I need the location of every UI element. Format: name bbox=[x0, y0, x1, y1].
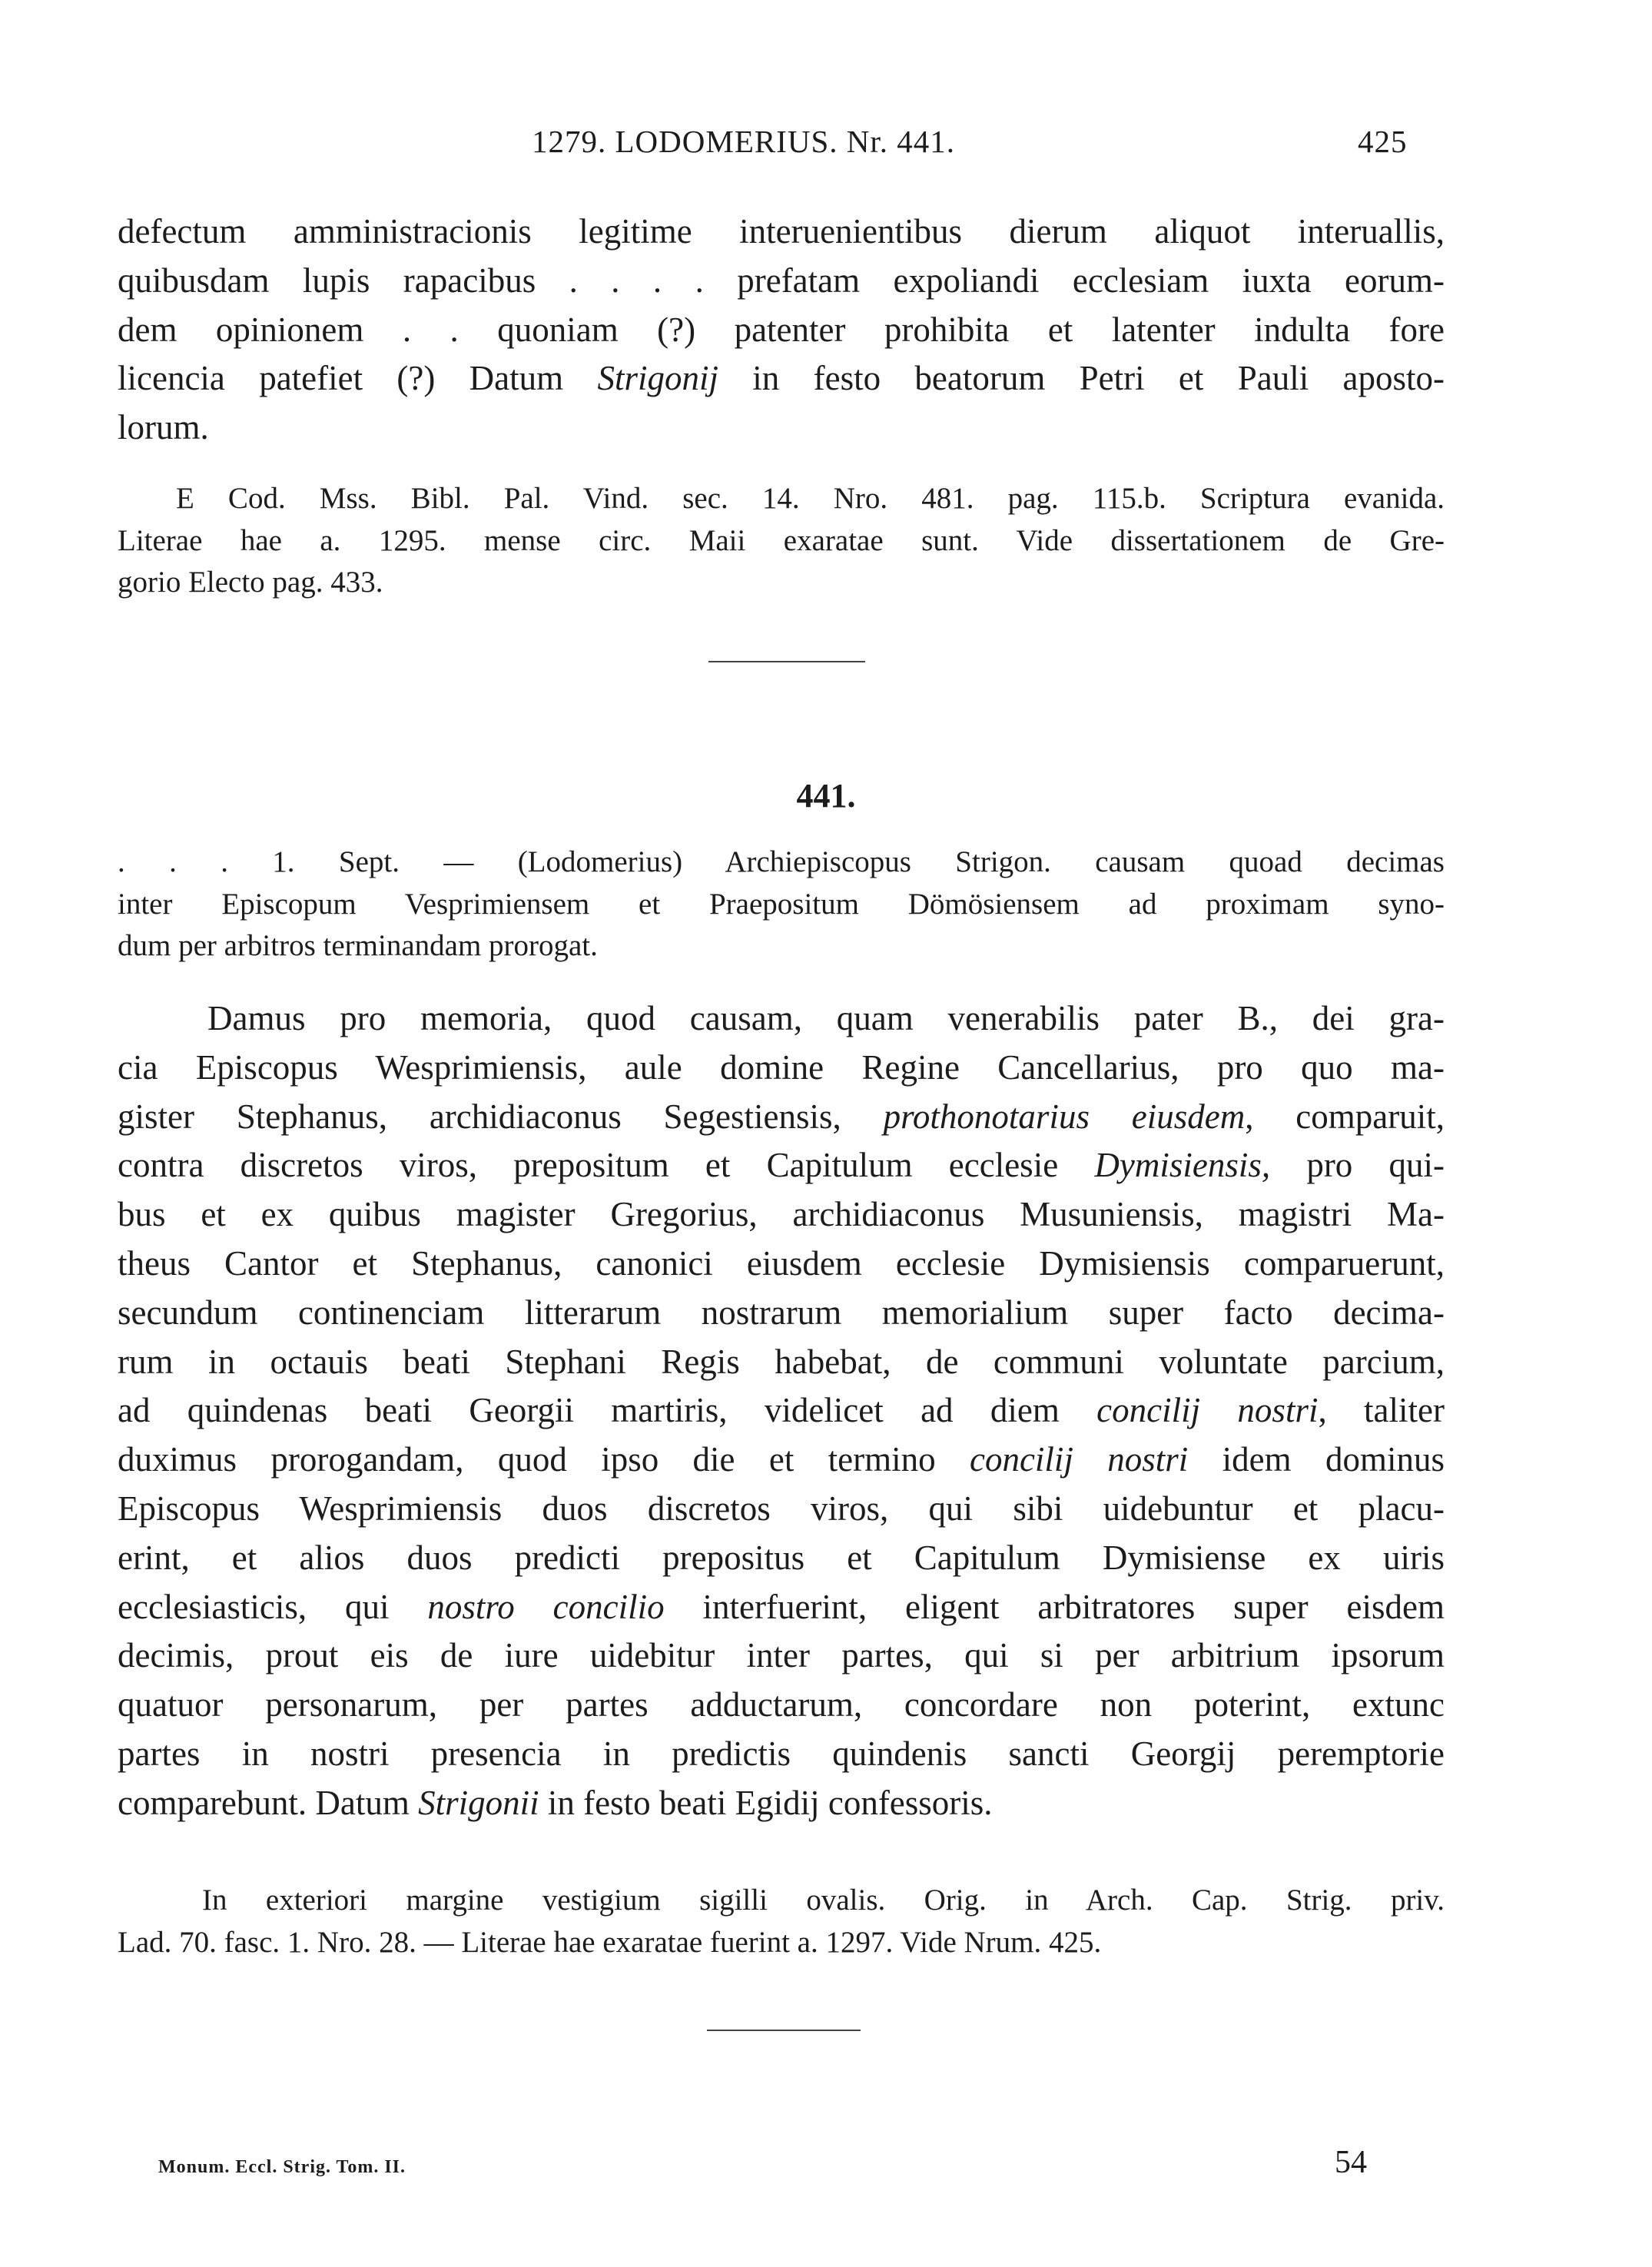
body-line: contra discretos viros, prepositum et Capitulum ecclesie Dymisiensis, pro qui- bbox=[118, 1146, 1445, 1185]
sheet-number: 54 bbox=[1335, 2145, 1367, 2180]
body-line: comparebunt. Datum Strigonii in festo beati Egidij confessoris. bbox=[118, 1783, 993, 1822]
body-line: bus et ex quibus magister Gregorius, archidiaconus Musuniensis, magistri Ma- bbox=[118, 1195, 1445, 1234]
page-number: 425 bbox=[1358, 124, 1408, 159]
body-line: Episcopus Wesprimiensis duos discretos viros, qui sibi uidebuntur et placu- bbox=[118, 1489, 1445, 1528]
note-line: gorio Electo pag. 433. bbox=[118, 566, 383, 599]
summary-line: . . . 1. Sept. — (Lodomerius) Archiepiscopus Strigon. causam quoad decimas bbox=[118, 845, 1445, 878]
body-line: quatuor personarum, per partes adductarum, concordare non poterint, extunc bbox=[118, 1685, 1445, 1724]
note-line: Literae hae a. 1295. mense circ. Maii exaratae sunt. Vide dissertationem de Gre- bbox=[118, 523, 1445, 557]
note-line: Lad. 70. fasc. 1. Nro. 28. — Literae hae exaratae fuerint a. 1297. Vide Nrum. 425. bbox=[118, 1925, 1102, 1959]
document-number: 441. bbox=[796, 777, 856, 815]
body-line: ad quindenas beati Georgii martiris, videlicet ad diem concilij nostri, taliter bbox=[118, 1391, 1445, 1430]
document-body bbox=[118, 994, 1445, 1828]
footer-signature: Monum. Eccl. Strig. Tom. II. bbox=[158, 2157, 406, 2177]
continuation-text bbox=[118, 207, 1445, 453]
source-note bbox=[118, 478, 1445, 604]
summary-line: dum per arbitros terminandam prorogat. bbox=[118, 929, 598, 962]
note-line: E Cod. Mss. Bibl. Pal. Vind. sec. 14. Nro. 481. pag. 115.b. Scriptura evanida. bbox=[176, 482, 1445, 515]
body-line: secundum continenciam litterarum nostrarum memorialium super facto decima- bbox=[118, 1293, 1445, 1332]
body-line: partes in nostri presencia in predictis quindenis sancti Georgij peremptorie bbox=[118, 1734, 1445, 1773]
text-line: dem opinionem . . quoniam (?) patenter prohibita et latenter indulta fore bbox=[118, 310, 1445, 349]
archival-note bbox=[118, 1880, 1445, 1963]
body-line: ecclesiasticis, qui nostro concilio interfuerint, eligent arbitratores super eisdem bbox=[118, 1587, 1445, 1626]
document-summary bbox=[118, 841, 1445, 968]
text-line: lorum. bbox=[118, 408, 209, 447]
body-line: duximus prorogandam, quod ipso die et termino concilij nostri idem dominus bbox=[118, 1440, 1445, 1479]
body-line: rum in octauis beati Stephani Regis habebat, de communi voluntate parcium, bbox=[118, 1342, 1445, 1381]
body-line: cia Episcopus Wesprimiensis, aule domine Regine Cancellarius, pro quo ma- bbox=[118, 1047, 1445, 1087]
body-line: decimis, prout eis de iure uidebitur inter partes, qui si per arbitrium ipsorum bbox=[118, 1636, 1445, 1675]
body-line: gister Stephanus, archidiaconus Segestiensis, prothonotarius eiusdem, comparuit, bbox=[118, 1097, 1445, 1136]
text-line: quibusdam lupis rapacibus . . . . prefatam expoliandi ecclesiam iuxta eorum- bbox=[118, 261, 1445, 300]
body-line: erint, et alios duos predicti prepositus et Capitulum Dymisiense ex uiris bbox=[118, 1538, 1445, 1577]
note-line: In exteriori margine vestigium sigilli ovalis. Orig. in Arch. Cap. Strig. priv. bbox=[202, 1884, 1445, 1917]
section-divider bbox=[708, 661, 865, 662]
text-line: licencia patefiet (?) Datum Strigonij in festo beatorum Petri et Pauli aposto- bbox=[118, 359, 1445, 398]
text-line: defectum amministracionis legitime interuenientibus dierum aliquot interuallis, bbox=[118, 212, 1445, 251]
body-line: theus Cantor et Stephanus, canonici eiusdem ecclesie Dymisiensis comparuerunt, bbox=[118, 1243, 1445, 1283]
running-header bbox=[0, 123, 1652, 169]
summary-line: inter Episcopum Vesprimiensem et Praepositum Dömösiensem ad proximam syno- bbox=[118, 887, 1445, 921]
section-divider bbox=[707, 2030, 861, 2031]
running-title: 1279. LODOMERIUS. Nr. 441. bbox=[532, 124, 956, 159]
body-line: Damus pro memoria, quod causam, quam venerabilis pater B., dei gra- bbox=[207, 999, 1445, 1037]
